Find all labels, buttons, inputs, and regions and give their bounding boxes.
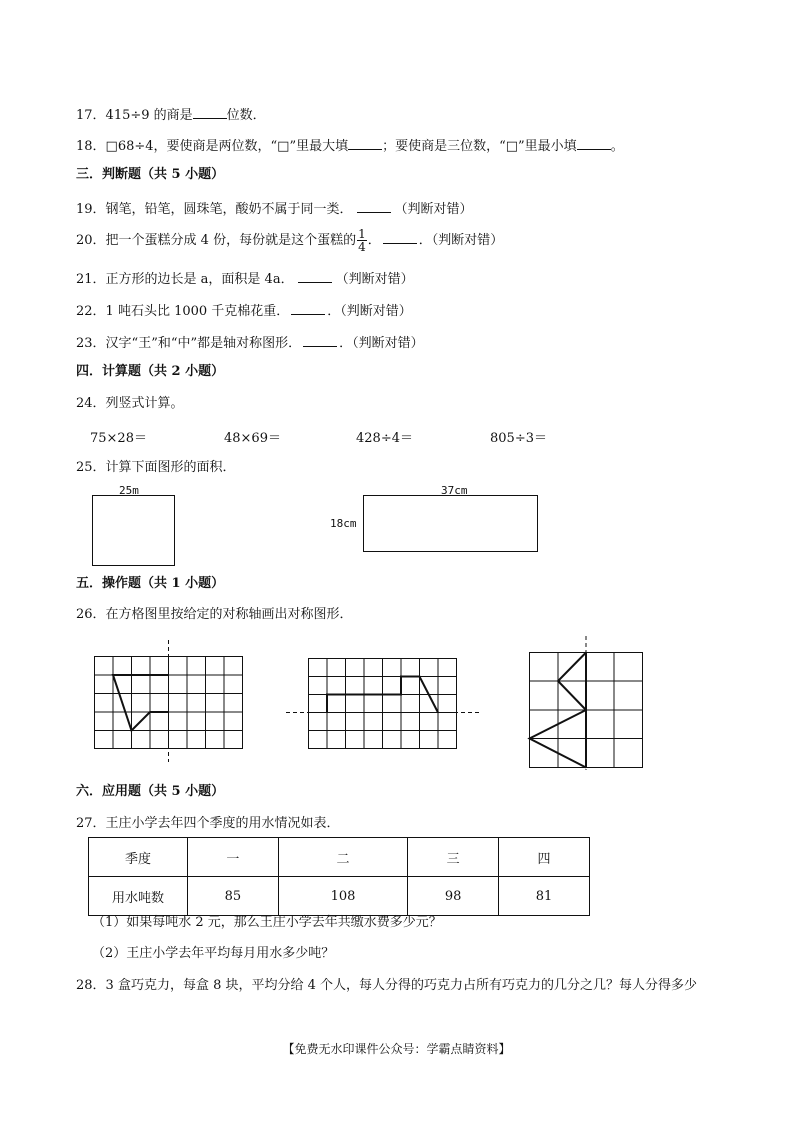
q18-text-post: 。	[610, 139, 624, 154]
section-3-title: 三．判断题（共 5 小题）	[76, 167, 225, 182]
calc-item-4: 805÷3＝	[490, 431, 547, 446]
q18-text-mid: ；要使商是三位数，“□”里最小填	[382, 139, 577, 154]
square-shape	[92, 495, 175, 566]
q19-text-post: （判断对错）	[394, 202, 473, 217]
question-27-sub-2: （2）王庄小学去年平均每月用水多少吨？	[92, 946, 335, 961]
table-cell: 98	[408, 877, 499, 916]
q22-text: 22．1 吨石头比 1000 千克棉花重．	[76, 304, 290, 319]
symmetry-grid-2	[284, 652, 484, 752]
footer-note: 【免费无水印课件公众号：学霸点睛资料】	[282, 1042, 511, 1056]
fraction-one-quarter: $\frac{1}{4}$	[358, 227, 366, 254]
rect-width-label: 18cm	[330, 517, 357, 530]
symmetry-grid-3	[524, 634, 648, 772]
answer-blank-22[interactable]	[291, 300, 325, 315]
rectangle-shape	[363, 495, 538, 552]
question-24: 24．列竖式计算。	[76, 396, 184, 411]
question-21	[76, 268, 414, 289]
symmetry-grid-1	[90, 636, 250, 764]
calc-item-1: 75×28＝	[90, 431, 147, 446]
calc-item-2: 48×69＝	[224, 431, 281, 446]
table-row	[89, 877, 590, 916]
answer-blank-21[interactable]	[298, 268, 332, 283]
q23-text: 23．汉字“王”和“中”都是轴对称图形．	[76, 336, 302, 351]
answer-blank-18a[interactable]	[348, 135, 382, 150]
table-cell: 108	[278, 877, 407, 916]
q17-text-post: 位数．	[226, 108, 266, 123]
q17-text: 17．415÷9 的商是	[76, 108, 193, 123]
answer-blank-17[interactable]	[193, 104, 227, 119]
q23-text-post: ．（判断对错）	[339, 336, 424, 351]
answer-blank-20[interactable]	[383, 229, 417, 244]
table-header-cell: 季度	[89, 838, 188, 877]
question-25: 25．计算下面图形的面积．	[76, 460, 236, 475]
question-22	[76, 300, 412, 321]
answer-blank-23[interactable]	[303, 332, 337, 347]
section-5-title: 五．操作题（共 1 小题）	[76, 576, 225, 591]
question-17	[76, 104, 266, 125]
question-27-sub-1: （1）如果每吨水 2 元，那么王庄小学去年共缴水费多少元？	[92, 915, 442, 930]
question-20: 20．把一个蛋糕分成 4 份，每份就是这个蛋糕的 $\frac{1}{4}$ ． ．（判断对错）	[76, 227, 504, 254]
q19-text: 19．钢笔，铅笔，圆珠笔，酸奶不属于同一类．	[76, 202, 353, 217]
water-usage-table	[88, 837, 590, 916]
answer-blank-18b[interactable]	[577, 135, 611, 150]
table-header-cell: 二	[278, 838, 407, 877]
question-28: 28．3 盒巧克力，每盒 8 块，平均分给 4 个人，每人分得的巧克力占所有巧克力的几分之几？每人分得多少	[76, 978, 698, 993]
table-cell: 85	[188, 877, 279, 916]
rect-length-label: 37cm	[441, 484, 468, 497]
q20-text-post: ．（判断对错）	[418, 233, 504, 248]
square-side-label: 25m	[119, 484, 139, 497]
table-header-cell: 一	[188, 838, 279, 877]
q21-text-post: （判断对错）	[335, 272, 414, 287]
calc-item-3: 428÷4＝	[356, 431, 413, 446]
q21-text: 21．正方形的边长是 a，面积是 4a．	[76, 272, 294, 287]
question-26: 26．在方格图里按给定的对称轴画出对称图形．	[76, 607, 353, 622]
table-cell: 用水吨数	[89, 877, 188, 916]
table-header-cell: 四	[499, 838, 590, 877]
answer-blank-19[interactable]	[357, 198, 391, 213]
question-23	[76, 332, 424, 353]
question-27: 27．王庄小学去年四个季度的用水情况如表．	[76, 816, 340, 831]
q18-text: 18．□68÷4，要使商是两位数，“□”里最大填	[76, 139, 349, 154]
q20-text: 20．把一个蛋糕分成 4 份，每份就是这个蛋糕的	[76, 233, 357, 248]
table-header-cell: 三	[408, 838, 499, 877]
table-cell: 81	[499, 877, 590, 916]
question-18	[76, 135, 624, 156]
section-4-title: 四．计算题（共 2 小题）	[76, 364, 225, 379]
section-6-title: 六．应用题（共 5 小题）	[76, 784, 225, 799]
table-row	[89, 838, 590, 877]
q22-text-post: ．（判断对错）	[327, 304, 412, 319]
question-19	[76, 198, 473, 219]
